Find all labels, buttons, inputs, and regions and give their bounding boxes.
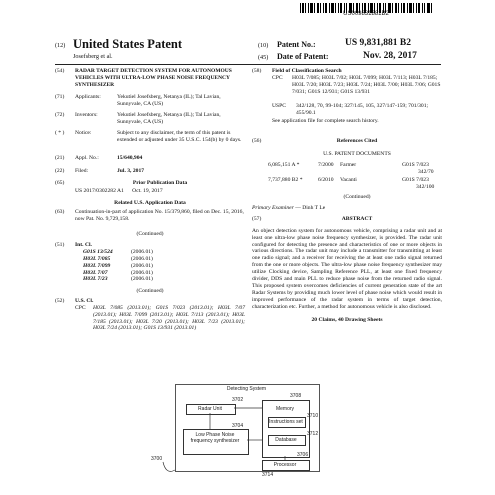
code-21: (21) (55, 155, 65, 161)
ref-3702: 3702 (232, 397, 244, 403)
appl-no-label: Appl. No.: (75, 155, 99, 161)
filed-date: Jul. 3, 2017 (117, 168, 145, 174)
ref-3704: 3704 (232, 423, 244, 429)
patent-title: RADAR TARGET DETECTION SYSTEM FOR AUTONOMOUS VEHICLES WITH ULTRA-LOW PHASE NOISE FREQUENCY SYNTHESIZER (75, 68, 232, 88)
date-label: Date of Patent: (277, 52, 329, 61)
code-10: (10) (258, 42, 269, 49)
applicants-text: Yekutiel Josefsberg, Netanya (IL); Tal Lavian, Sunnyvale, CA (US) (117, 94, 221, 107)
refs-continued: (Continued) (343, 193, 371, 200)
ref-class: G01S 7/023 (402, 176, 429, 183)
us-cl-label: U.S. Cl. (75, 297, 94, 304)
applicants-label: Applicants: (75, 94, 101, 100)
int-cl-label: Int. Cl. (75, 241, 92, 248)
patent-date: Nov. 28, 2017 (363, 51, 417, 61)
ref-date: 7/2000 (318, 161, 334, 168)
code-65: (65) (55, 180, 65, 186)
code-71: (71) (55, 94, 65, 100)
code-notice: ( * ) (55, 130, 65, 136)
filed-label: Filed: (75, 168, 89, 174)
ref-class-2: 342/70 (418, 168, 434, 175)
prior-pub-text: US 2017/0302282 A1 Oct. 19, 2017 (75, 188, 163, 194)
code-56: (56) (252, 138, 262, 144)
search-history-note: See application file for complete search history. (272, 118, 379, 124)
notice-label: Notice: (75, 130, 92, 136)
barcode-number: US009831881B2 (343, 11, 389, 17)
code-45: (45) (258, 54, 269, 61)
synth-label: Low Phase Noise frequency synthesizer (190, 432, 240, 444)
uspc-label: USPC (272, 103, 286, 109)
code-52: (52) (55, 297, 65, 304)
ref-3700: 3700 (151, 456, 163, 462)
references-title: References Cited (336, 138, 378, 144)
code-72: (72) (55, 112, 65, 118)
ref-3700-leader (163, 462, 175, 471)
ref-row: 6,085,151 A * (268, 161, 300, 168)
code-12: (12) (55, 42, 66, 49)
memory-label: Memory (275, 406, 295, 412)
ref-row: 7,737,880 B2 * (268, 176, 303, 183)
related-continued: (Continued) (136, 230, 164, 237)
int-cl-row: H03L 7/23 (2006.01) (83, 276, 153, 283)
examiner-label: Primary Examiner (252, 204, 294, 211)
appl-no: 15/640,904 (117, 155, 143, 161)
abstract-text: An object detection system for autonomous vehicle, comprising a radar unit and at least one ultra-low phase noise frequency synthesizer, is provided. The radar unit configured for detecting the presence and characteristics of one or more objects in various directions. The radar unit may include a transmitter for transmitting at least one radio signal; and a receiver for receiving the at least one radio signal returned from the one or more objects. The ultra-low phase noise frequency synthesizer may utilize Clocking device, Sampling Reference PLL, at least one fixed frequency divider, DDS and main PLL to reduce phase noise from the returned radio signal. This proposed system overcomes deficiencies of current generation state of the art Radar Systems by providing much lower level of phase noise which would result in improved performance of the radar system in terms of target detection, characterization etc. Further, a method for autonomous vehicle is also disclosed. (252, 227, 442, 310)
database-label: Database (275, 437, 297, 443)
radar-unit-label: Radar Unit (198, 406, 222, 412)
us-cl-text: H03L 7/085 (2013.01); G01S 7/023 (2013.01); H03L 7/07 (2013.01); H03L 7/099 (2013.01); H03L 7/113 (2013.01); H03L 7/185 (2013.01); H03L 7/20 (2013.01); H03L 7/23 (2013.01); H03L 7/24 (2013.01); G01S 13/931 (2013.01) (93, 304, 245, 332)
code-22: (22) (55, 168, 65, 174)
search-cpc-label: CPC (272, 75, 283, 81)
related-text: Continuation-in-part of application No. 15/379,860, filed on Dec. 15, 2016, now Pat. No. 9,729,158. (75, 208, 244, 222)
inventors-text: Yekutiel Josefsberg, Netanya (IL); Tal Lavian, Sunnyvale, CA (US) (117, 112, 221, 125)
us-patent-docs: U.S. PATENT DOCUMENTS (323, 151, 391, 157)
doc-type: United States Patent (73, 37, 183, 51)
ref-3708: 3708 (290, 393, 302, 399)
ref-class-2: 342/100 (416, 183, 435, 190)
field-search-label: Field of Classification Search (272, 68, 342, 74)
notice-text: Subject to any disclaimer, the term of this patent is extended or adjusted under 35 U.S.C. 154(b) by 0 days. (117, 130, 242, 143)
int-cl-row: G01S 13/524 (2006.01) (83, 248, 153, 255)
related-title: Related U.S. Application Data (114, 200, 186, 206)
search-cpc-text: H03L 7/085; H03L 7/02; H03L 7/099; H03L 7/113; H03L 7/185; H03L 7/20; H03L 7/23; H03L 7/24; H03L 7/00; H03L 7/06; G01S 7/031; G01S 12/931; G01S 13/931 (292, 75, 441, 95)
instructions-label: Instructions set (269, 419, 303, 425)
detecting-system-title: Detecting System (226, 386, 267, 392)
us-cl-cpc-label: CPC (75, 304, 86, 311)
uspc-text: 342/128, 70, 99-104; 327/145, 105, 327/147-159; 701/301; 455/90.1 (296, 103, 429, 116)
claims-line: 20 Claims, 40 Drawing Sheets (311, 316, 383, 323)
inventor-short: Josefsberg et al. (73, 53, 113, 60)
ref-name: Farmer (340, 161, 357, 168)
int-cl-row: H03L 7/099 (2006.01) (83, 262, 153, 269)
processor-label: Processor (273, 462, 297, 468)
ref-3714: 3714 (262, 472, 274, 478)
ref-3710: 3710 (307, 413, 319, 419)
int-cl-row: H03L 7/07 (2006.01) (83, 269, 153, 276)
inventors-label: Inventors: (75, 112, 98, 118)
ref-3706: 3706 (297, 452, 309, 458)
patent-no: US 9,831,881 B2 (345, 38, 411, 48)
ref-3712: 3712 (307, 431, 319, 437)
examiner-name: — Dinh T Le (295, 204, 326, 211)
patent-no-label: Patent No.: (277, 40, 316, 49)
int-cl-continued: (Continued) (136, 287, 164, 294)
int-cl-row: H03L 7/085 (2006.01) (83, 255, 153, 262)
ref-name: Vacanti (340, 176, 357, 183)
ref-date: 6/2010 (318, 176, 334, 183)
code-51: (51) (55, 241, 65, 248)
code-63: (63) (55, 208, 65, 215)
prior-pub-title: Prior Publication Data (132, 180, 188, 186)
ref-class: G01S 7/023 (402, 161, 429, 168)
code-58: (58) (252, 68, 262, 74)
abstract-title: ABSTRACT (341, 215, 373, 222)
code-57: (57) (252, 215, 262, 222)
code-54: (54) (55, 68, 65, 74)
